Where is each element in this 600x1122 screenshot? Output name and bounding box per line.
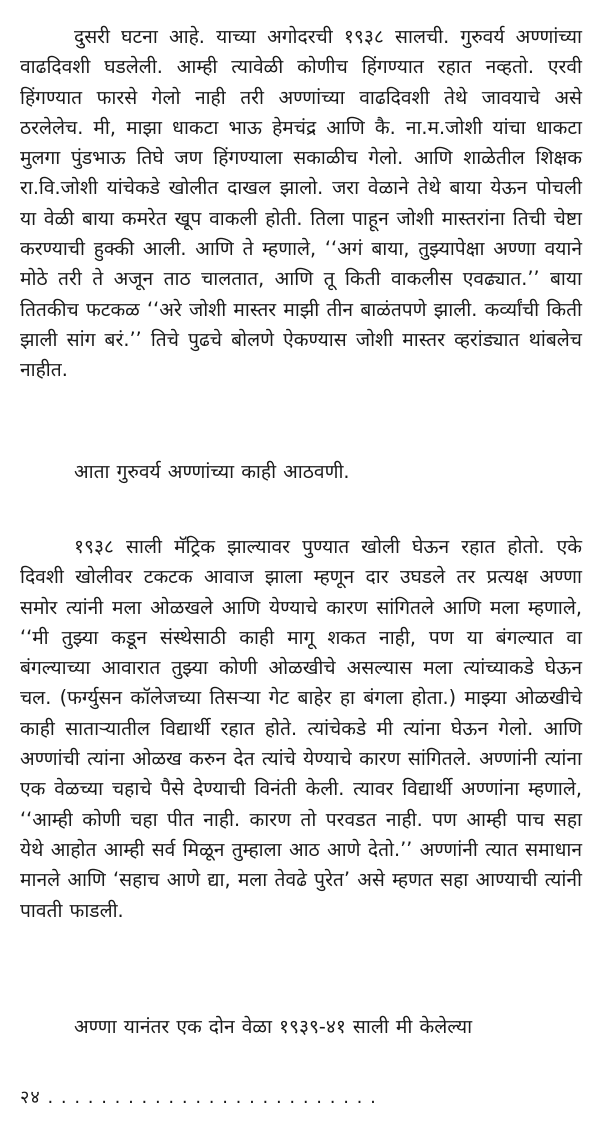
paragraph-memories-heading: आता गुरुवर्य अण्णांच्या काही आठवणी. (74, 460, 350, 483)
paragraph-continuation: अण्णा यानंतर एक दोन वेळा १९३९-४१ साली मी केलेल्या (74, 1015, 473, 1038)
book-page (20, 22, 582, 1112)
paragraph-festival-anecdote: दुसरी घटना आहे. याच्या अगोदरची १९३८ सालची. गुरुवर्य अण्णांच्या वाढदिवशी घडलेली. आम्ही त्यावेळी कोणीच हिंगण्यात रहात नव्हतो. एरवी हिंगण्यात फारसे गेलो नाही तरी अण्णांच्या वाढदिवशी तेथे जावयाचे असे ठरलेलेच. मी, माझा धाकटा भाऊ हेमचंद्र आणि कै. ना.म.जोशी यांचा धाकटा मुलगा पुंडभाऊ तिघे जण हिंगण्याला सकाळीच गेलो. आणि शाळेतील शिक्षक रा.वि.जोशी यांचेकडे खोलीत दाखल झालो. जरा वेळाने तेथे बाया येऊन पोचली या वेळी बाया कमरेत खूप वाकली होती. तिला पाहून जोशी मास्तरांना तिची चेष्टा करण्याची हुक्की आली. आणि ते म्हणाले, ‘‘अगं बाया, तुझ्यापेक्षा अण्णा वयाने मोठे तरी ते अजून ताठ चालतात, आणि तू किती वाकलीस एवढ्यात.’’ बाया तितकीच फटकळ ‘‘अरे जोशी मास्तर माझी तीन बाळंतपणे झाली. कर्व्यांची किती झाली सांग बरं.’’ तिचे पुढचे बोलणे ऐकण्यास जोशी मास्तर व्हरांड्यात थांबलेच नाहीत. (20, 25, 582, 382)
paragraph-fund-collection: १९३८ साली मॅट्रिक झाल्यावर पुण्यात खोली घेऊन रहात होतो. एके दिवशी खोलीवर टकटक आवाज झाला म्हणून दार उघडले तर प्रत्यक्ष अण्णा समोर त्यांनी मला ओळखले आणि येण्याचे कारण सांगितले आणि मला म्हणाले, ‘‘मी तुझ्या कडून संस्थेसाठी काही मागू शकत नाही, पण या बंगल्यात वा बंगल्याच्या आवारात तुझ्या कोणी ओळखीचे असल्यास मला त्यांच्याकडे घेऊन चल. (फर्ग्युसन कॉलेजच्या तिसऱ्या गेट बाहेर हा बंगला होता.) माझ्या ओळखीचे काही साताऱ्यातील विद्यार्थी रहात होते. त्यांचेकडे मी त्यांना घेऊन गेलो. आणि अण्णांची त्यांना ओळख करुन देत त्यांचे येण्याचे कारण सांगितले. अण्णांनी त्यांना एक वेळच्या चहाचे पैसे देण्याची विनंती केली. त्यावर विद्यार्थी अण्णांना म्हणाले, ‘‘आम्ही कोणी चहा पीत नाही. कारण तो परवडत नाही. पण आम्ही पाच सहा येथे आहोत आम्ही सर्व मिळून तुम्हाला आठ आणे देतो.’’ अण्णांनी त्यात समाधान मानले आणि ‘सहाच आणे द्या, मला तेवढे पुरेत’ असे म्हणत सहा आण्याची त्यांनी पावती फाडली. (20, 535, 582, 922)
page-number-footer: २४ . . . . . . . . . . . . . . . . . . . . . . . . . (20, 1087, 377, 1108)
